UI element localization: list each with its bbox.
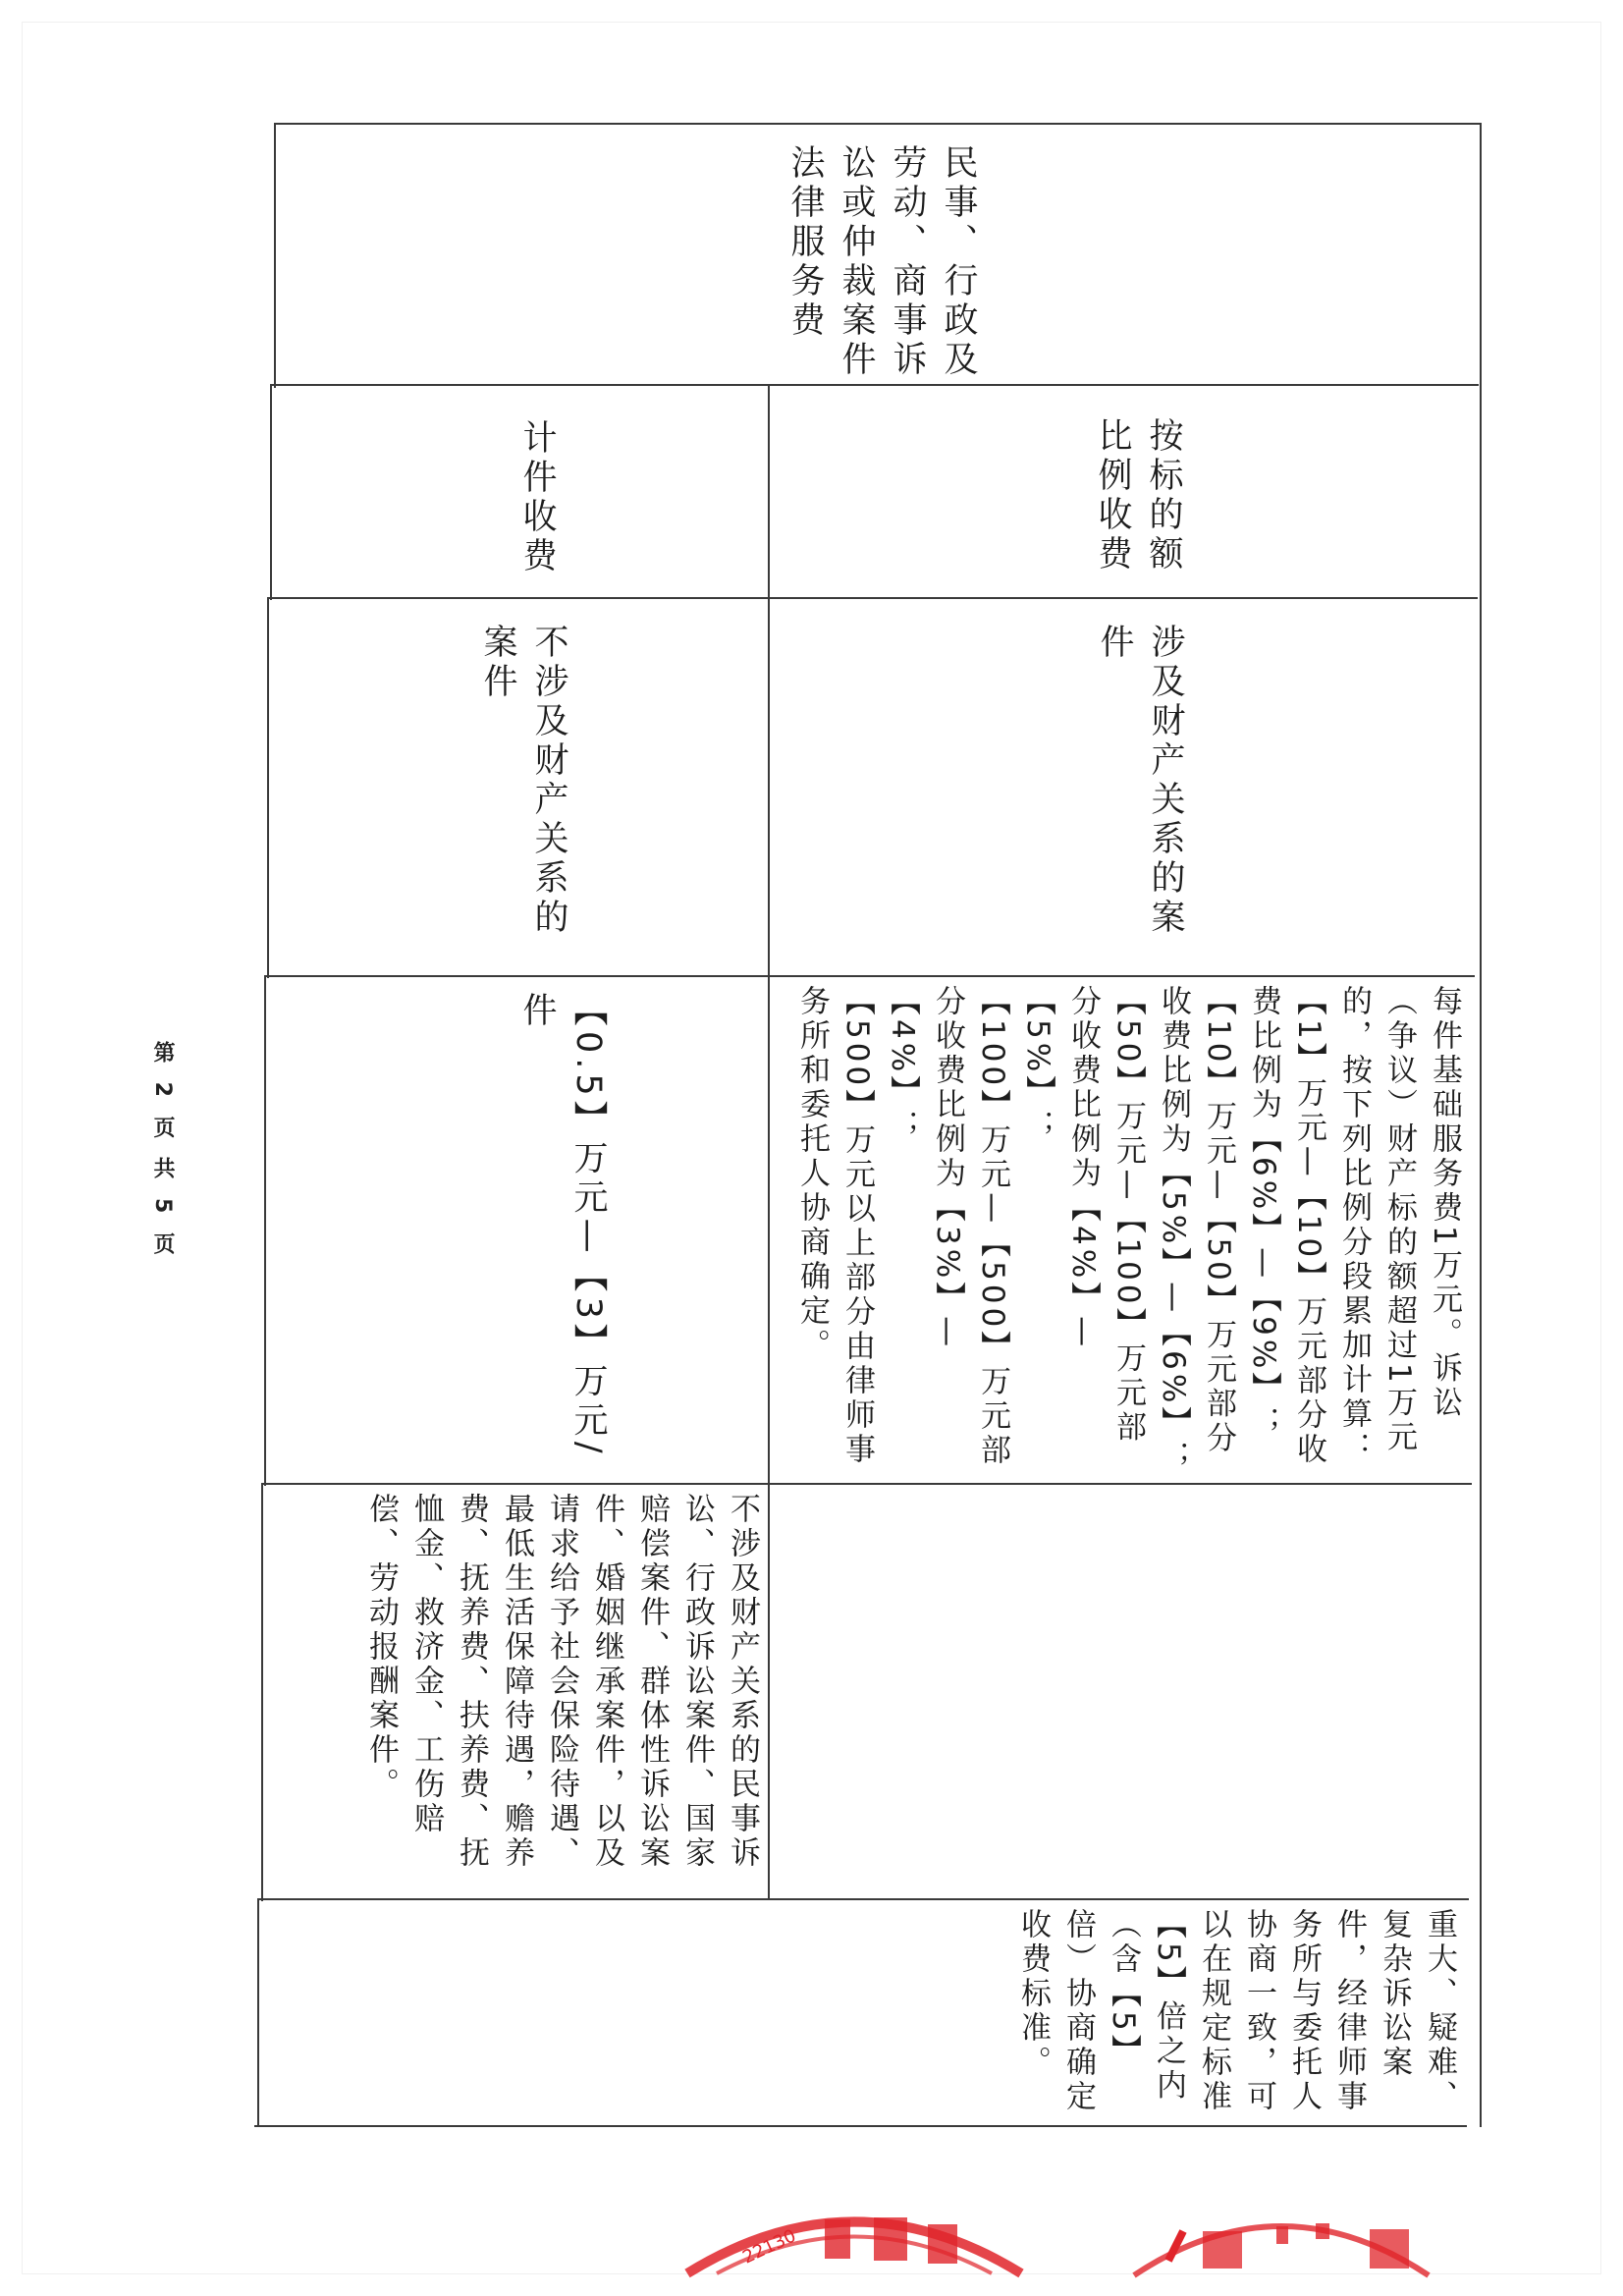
table-row-divider: [268, 597, 1478, 599]
table-column-divider: [768, 384, 770, 1900]
table-border-right: [1480, 123, 1482, 2127]
billing-method-by-amount: 按标的额比例收费: [1093, 417, 1183, 574]
page-number: 第 2 页 共 5 页: [150, 1041, 175, 1260]
table-row-divider: [262, 1483, 1472, 1485]
case-type-non-property: 不涉及财产关系的案件: [478, 624, 568, 938]
table-border-left: [264, 975, 266, 1486]
table-row-divider: [258, 1898, 1469, 1900]
table-border-left: [274, 123, 276, 388]
table-border-left: [257, 1898, 259, 2127]
fee-standard-by-amount: 每件基础服务费1万元。诉讼（争议）财产标的额超过1万元的，按下列比例分段累加计算： 【1】万元—【10】万元部分收费比例为【6%】—【9%】； 【10】万元—【50】万元部分收费比例为【5%】—【6%】； 【50】万元—【100】万元部分收费比例为【4%】—【5%】； 【100】万元—【500】万元部分收费比例为【3%】—【4%】； 【500】万元以上部分由律师事务所和委托人协商确定。: [794, 985, 1462, 1476]
official-seal-left: [677, 2180, 1031, 2278]
official-seal-right: [1129, 2192, 1434, 2280]
fee-table: [254, 123, 1482, 2127]
table-border-top: [274, 123, 1482, 125]
table-row-divider: [264, 975, 1475, 977]
billing-method-per-case: 计件收费: [517, 419, 557, 576]
category-cell: 民事、行政及劳动、商事诉讼或仲裁案件法律服务费: [785, 144, 978, 380]
table-border-left: [261, 1483, 263, 1901]
case-type-property: 涉及财产关系的案件: [1095, 624, 1185, 938]
table-border-bottom: [254, 2125, 1467, 2127]
fee-standard-per-case: 【0.5】万元—【3】万元/件: [517, 992, 608, 1458]
table-border-left: [270, 384, 272, 600]
non-property-case-scope: 不涉及财产关系的民事诉讼、行政诉讼案件、国家赔偿案件、群体性诉讼案件、婚姻继承案件，以及请求给予社会保险待遇、最低生活保障待遇，赡养费、抚养费、扶养费、抚恤金、救济金、工伤赔偿、劳动报酬案件。: [363, 1493, 760, 1871]
table-border-left: [267, 597, 269, 978]
svg-text:22130: 22130: [739, 2225, 800, 2269]
complex-case-remark: 重大、疑难、复杂诉讼案件，经律师事务所与委托人协商一致，可以在规定标准【5】倍之内（含【5】倍）协商确定收费标准。: [1015, 1908, 1457, 2114]
